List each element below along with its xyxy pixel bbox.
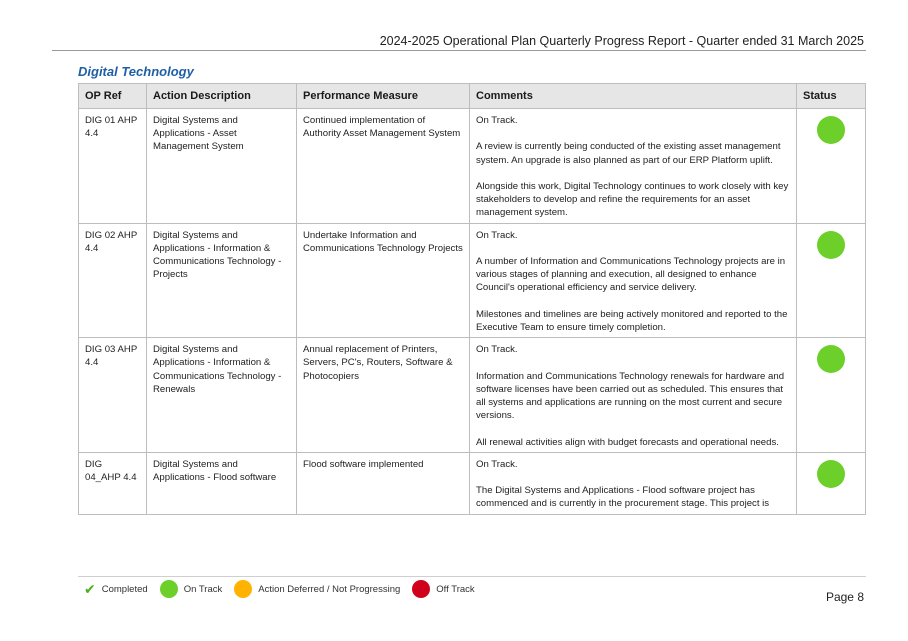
section-title: Digital Technology	[78, 64, 194, 79]
action-description-cell: Digital Systems and Applications - Information & Communications Technology - Renewals	[147, 338, 297, 453]
status-on-track-icon	[817, 460, 845, 488]
op-ref-cell: DIG 02 AHP 4.4	[79, 223, 147, 338]
table-row	[79, 109, 866, 224]
legend-label: Action Deferred / Not Progressing	[258, 583, 401, 595]
action-description-cell: Digital Systems and Applications - Asset Management System	[147, 109, 297, 224]
table-row	[79, 338, 866, 453]
column-header-performance-measure: Performance Measure	[297, 84, 470, 109]
comment-paragraph: All renewal activities align with budget forecasts and operational needs.	[476, 436, 779, 448]
op-ref-cell: DIG 03 AHP 4.4	[79, 338, 147, 453]
performance-measure-cell: Annual replacement of Printers, Servers, PC's, Routers, Software & Photocopiers	[297, 338, 470, 453]
comments-cell	[470, 223, 797, 338]
status-cell	[797, 223, 866, 338]
status-on-track-icon	[817, 116, 845, 144]
legend-item-completed	[84, 581, 148, 598]
column-header-comments: Comments	[470, 84, 797, 109]
action-description-cell: Digital Systems and Applications - Flood software	[147, 452, 297, 514]
op-ref-cell: DIG 04_AHP 4.4	[79, 452, 147, 514]
status-legend	[84, 579, 487, 599]
table-row	[79, 223, 866, 338]
legend-label: Completed	[101, 583, 148, 595]
operational-plan-table	[78, 83, 866, 515]
column-header-action-description: Action Description	[147, 84, 297, 109]
comment-paragraph: A number of Information and Communications Technology projects are in various stages of planning and execution, all designed to enhance Council's operational efficiency and service delivery.	[476, 255, 786, 294]
performance-measure-cell: Continued implementation of Authority Asset Management System	[297, 109, 470, 224]
comment-paragraph: Information and Communications Technology renewals for hardware and software licenses have been carried out as scheduled. This ensures that all systems and applications are running on the most current and secure versions.	[476, 370, 785, 422]
status-cell	[797, 109, 866, 224]
legend-item-on-track	[160, 580, 223, 598]
table-row	[79, 452, 866, 514]
comments-cell	[470, 338, 797, 453]
performance-measure-cell: Undertake Information and Communications Technology Projects	[297, 223, 470, 338]
column-header-status: Status	[797, 84, 866, 109]
green-dot-icon	[160, 580, 178, 598]
legend-label: Off Track	[436, 583, 475, 595]
status-on-track-icon	[817, 345, 845, 373]
comment-paragraph: On Track.	[476, 344, 518, 356]
page-number: Page 8	[825, 590, 864, 604]
comment-paragraph: The Digital Systems and Applications - Flood software project has commenced and is currently in the procurement stage. This project is	[476, 485, 770, 510]
table-header-row	[79, 84, 866, 109]
comment-paragraph: Milestones and timelines are being actively monitored and reported to the Executive Team to ensure timely completion.	[476, 308, 788, 333]
action-description-cell: Digital Systems and Applications - Information & Communications Technology - Projects	[147, 223, 297, 338]
comment-paragraph: On Track.	[476, 229, 518, 241]
performance-measure-cell: Flood software implemented	[297, 452, 470, 514]
footer-divider	[78, 576, 866, 577]
report-header-title: 2024-2025 Operational Plan Quarterly Progress Report - Quarter ended 31 March 2025	[379, 34, 864, 48]
legend-label: On Track	[183, 583, 223, 595]
comment-paragraph: On Track.	[476, 458, 518, 470]
comment-paragraph: On Track.	[476, 115, 518, 126]
comments-cell	[470, 109, 797, 224]
legend-item-action-deferred	[234, 580, 400, 598]
red-dot-icon	[412, 580, 430, 598]
check-icon: ✔	[84, 580, 96, 597]
comments-cell	[470, 452, 797, 514]
status-cell	[797, 452, 866, 514]
status-on-track-icon	[817, 231, 845, 259]
legend-item-off-track	[412, 580, 474, 598]
comment-paragraph: A review is currently being conducted of the existing asset management system. An upgrade is also planned as part of our ERP Platform uplift.	[476, 141, 781, 166]
amber-dot-icon	[234, 580, 252, 598]
op-ref-cell: DIG 01 AHP 4.4	[79, 109, 147, 224]
header-divider	[52, 50, 866, 51]
comment-paragraph: Alongside this work, Digital Technology continues to work closely with key stakeholders to develop and refine the requirements for an asset management system.	[476, 180, 789, 219]
status-cell	[797, 338, 866, 453]
column-header-op-ref: OP Ref	[79, 84, 147, 109]
